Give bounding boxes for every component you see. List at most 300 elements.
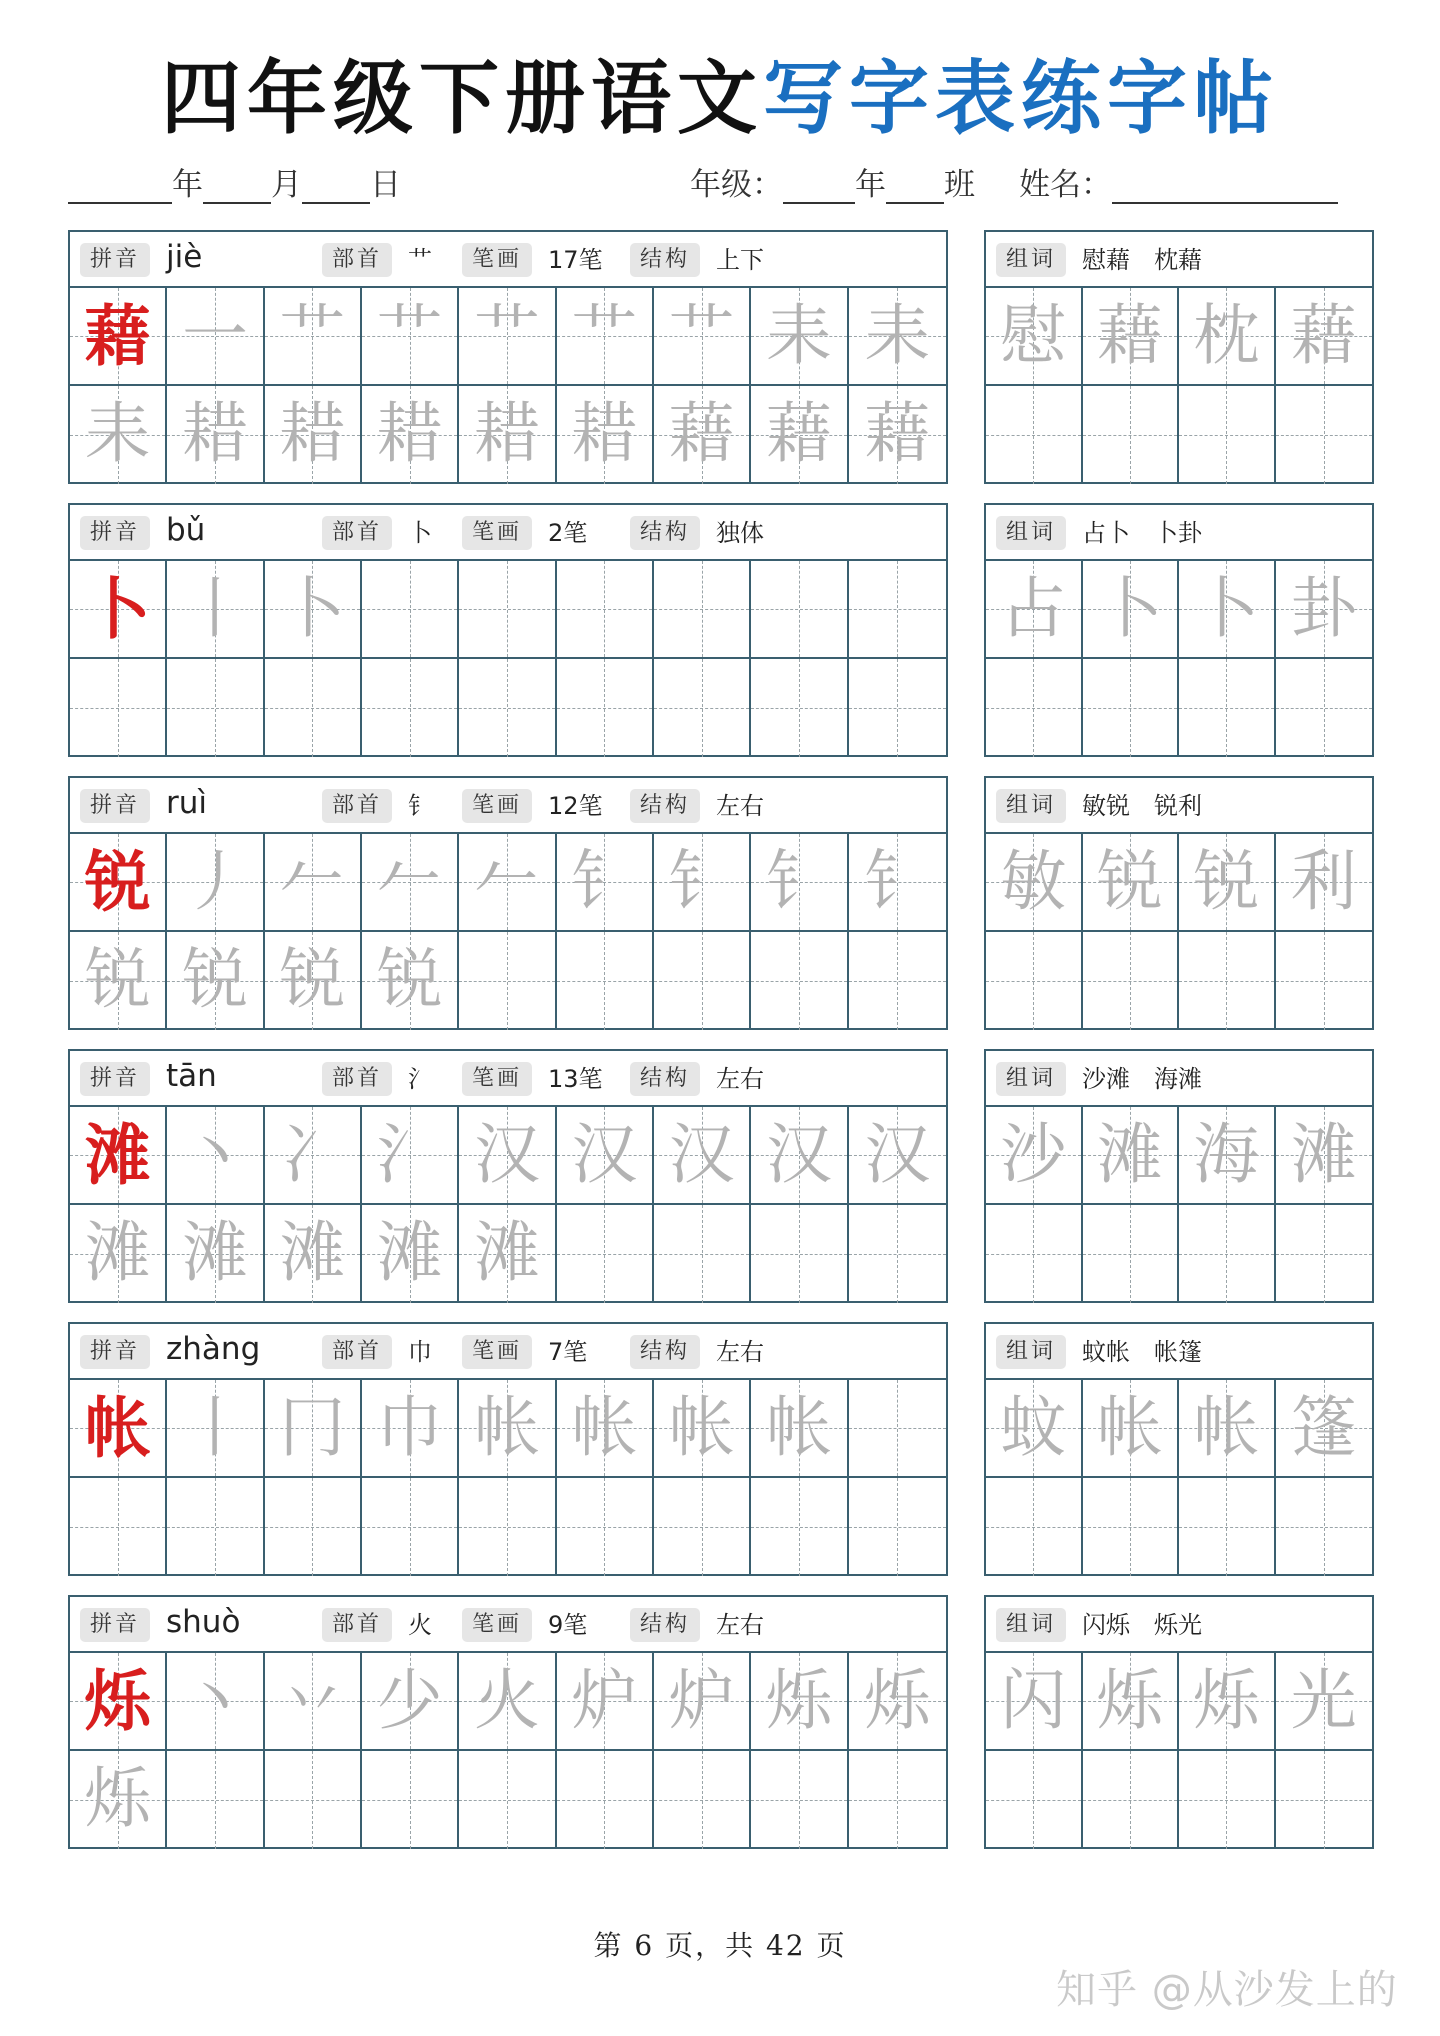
words-info-bar	[986, 232, 1372, 288]
grid-cell[interactable]	[751, 1478, 848, 1576]
grid-cell[interactable]	[849, 1380, 946, 1478]
grid-cell[interactable]	[70, 1380, 167, 1478]
trace-character	[751, 1478, 846, 1576]
grid-cell[interactable]	[1276, 1107, 1373, 1205]
trace-character	[654, 1205, 749, 1303]
grid-cell[interactable]	[849, 659, 946, 757]
grid-cell[interactable]	[1179, 386, 1276, 484]
trace-character: 丶	[181, 1662, 248, 1739]
character-card	[68, 776, 948, 1030]
grid-cell[interactable]	[362, 659, 459, 757]
trace-character	[986, 1478, 1081, 1576]
trace-character: 藉	[1096, 297, 1163, 374]
trace-character	[70, 659, 165, 757]
trace-character	[1179, 659, 1274, 757]
character-info-bar	[70, 232, 946, 288]
grid-cell[interactable]	[654, 659, 751, 757]
grid-cell[interactable]	[986, 1205, 1083, 1303]
grid-cell[interactable]	[167, 1478, 264, 1576]
trace-character: 艹	[668, 297, 735, 374]
grid-cell[interactable]	[1276, 386, 1373, 484]
grid-cell[interactable]	[459, 1107, 556, 1205]
pinyin-tag: 拼音	[80, 516, 150, 550]
grid-cell[interactable]	[1179, 1205, 1276, 1303]
trace-character	[849, 659, 946, 757]
grid-cell[interactable]	[557, 1653, 654, 1751]
grid-cell[interactable]	[654, 1653, 751, 1751]
grid-cell[interactable]	[751, 659, 848, 757]
words-tag: 组词	[996, 1335, 1066, 1369]
radical-tag: 部首	[322, 1062, 392, 1096]
radical-tag: 部首	[322, 243, 392, 277]
trace-character: 冂	[279, 1389, 346, 1466]
trace-character: 闪	[1000, 1662, 1067, 1739]
name-label: 姓名：	[1019, 167, 1112, 203]
grid-cell[interactable]	[1276, 1205, 1373, 1303]
grid-cell[interactable]	[986, 1380, 1083, 1478]
grid-cell[interactable]	[1179, 659, 1276, 757]
grid-cell[interactable]	[1276, 932, 1373, 1030]
name-blank[interactable]	[1112, 168, 1338, 204]
grid-cell[interactable]	[1083, 659, 1180, 757]
grid-cell[interactable]	[1179, 1380, 1276, 1478]
grid-cell[interactable]	[986, 659, 1083, 757]
grid-cell[interactable]	[751, 561, 848, 659]
words-card	[984, 503, 1374, 757]
trace-character: 帐	[473, 1389, 540, 1466]
grid-cell[interactable]	[265, 288, 362, 386]
grid-cell[interactable]	[459, 659, 556, 757]
trace-character	[751, 659, 846, 757]
grid-cell[interactable]	[70, 932, 167, 1030]
grid-cell[interactable]	[167, 386, 264, 484]
grid-cell[interactable]	[557, 659, 654, 757]
trace-character: 钅	[765, 843, 832, 920]
trace-character: 藉	[668, 395, 735, 472]
grid-cell[interactable]	[362, 1380, 459, 1478]
strokes-tag: 笔画	[462, 789, 532, 823]
title-part1: 四年级下册语文	[161, 51, 763, 145]
trace-character	[654, 1478, 749, 1576]
trace-character	[849, 1380, 946, 1476]
grid-cell[interactable]	[265, 1380, 362, 1478]
trace-character: 一	[181, 297, 248, 374]
grid-cell[interactable]	[265, 1107, 362, 1205]
trace-character: 滩	[1290, 1116, 1357, 1193]
radical-tag: 部首	[322, 1608, 392, 1642]
grid-cell[interactable]	[1179, 932, 1276, 1030]
trace-character: 丶	[181, 1116, 248, 1193]
grade-label: 年级：	[690, 167, 783, 203]
grid-cell[interactable]	[265, 1751, 362, 1849]
grid-cell[interactable]	[557, 288, 654, 386]
model-character: 烁	[84, 1662, 151, 1740]
grid-cell[interactable]	[849, 1653, 946, 1751]
grid-cell[interactable]	[751, 288, 848, 386]
grid-cell[interactable]	[849, 1478, 946, 1576]
grid-cell[interactable]	[751, 1380, 848, 1478]
words-card	[984, 1595, 1374, 1849]
trace-character: 帐	[1096, 1389, 1163, 1466]
trace-character	[1083, 1751, 1178, 1849]
grid-cell[interactable]	[751, 1751, 848, 1849]
grid-cell[interactable]	[459, 288, 556, 386]
grid-cell[interactable]	[557, 561, 654, 659]
trace-character: 火	[473, 1662, 540, 1739]
grid-cell[interactable]	[986, 1107, 1083, 1205]
grid-cell[interactable]	[654, 561, 751, 659]
grid-cell[interactable]	[557, 1205, 654, 1303]
grid-cell[interactable]	[1276, 659, 1373, 757]
trace-character	[557, 1751, 652, 1849]
trace-character	[986, 386, 1081, 484]
grid-cell[interactable]	[1179, 561, 1276, 659]
grid-cell[interactable]	[362, 932, 459, 1030]
grid-cell[interactable]	[362, 1653, 459, 1751]
pinyin-tag: 拼音	[80, 1062, 150, 1096]
grid-cell[interactable]	[362, 1107, 459, 1205]
month-label: 月	[271, 167, 302, 203]
trace-character: 汉	[473, 1116, 540, 1193]
grade-class-blank[interactable]	[886, 168, 944, 204]
trace-character: 耤	[181, 395, 248, 472]
grid-cell[interactable]	[362, 834, 459, 932]
grid-cell[interactable]	[654, 1478, 751, 1576]
trace-character	[70, 1478, 165, 1576]
character-card	[68, 1322, 948, 1576]
trace-character: 耤	[376, 395, 443, 472]
words-value: 闪烁 烁光	[1082, 1611, 1202, 1639]
trace-character	[1276, 659, 1373, 757]
grid-cell[interactable]	[362, 386, 459, 484]
trace-character	[362, 561, 457, 657]
grid-cell[interactable]	[849, 561, 946, 659]
trace-character	[1083, 386, 1178, 484]
trace-character: 钅	[571, 843, 638, 920]
grid-cell[interactable]	[986, 288, 1083, 386]
grid-cell[interactable]	[167, 1751, 264, 1849]
grid-cell[interactable]	[70, 659, 167, 757]
grid-cell[interactable]	[654, 834, 751, 932]
grid-cell[interactable]	[557, 1380, 654, 1478]
trace-character	[986, 1205, 1081, 1303]
strokes-value: 2笔	[548, 519, 588, 547]
grid-cell[interactable]	[1179, 834, 1276, 932]
structure-tag: 结构	[630, 243, 700, 277]
trace-character	[1276, 386, 1373, 484]
grid-cell[interactable]	[557, 932, 654, 1030]
trace-character: 𠂉	[376, 843, 443, 920]
grid-cell[interactable]	[70, 1751, 167, 1849]
grid-cell[interactable]	[167, 932, 264, 1030]
trace-character	[167, 1478, 262, 1576]
trace-character: 汉	[864, 1116, 931, 1193]
trace-character	[1179, 1205, 1274, 1303]
model-character: 滩	[84, 1116, 151, 1194]
trace-character: 氵	[376, 1116, 443, 1193]
grid-cell[interactable]	[459, 1205, 556, 1303]
words-info-bar	[986, 778, 1372, 834]
trace-character: 敏	[1000, 843, 1067, 920]
trace-character	[849, 1478, 946, 1576]
trace-character: 藉	[1290, 297, 1357, 374]
year-label: 年	[172, 167, 203, 203]
grid-cell[interactable]	[986, 1653, 1083, 1751]
grid-cell[interactable]	[654, 288, 751, 386]
grid-cell[interactable]	[557, 1751, 654, 1849]
grid-cell[interactable]	[1179, 1751, 1276, 1849]
grid-cell[interactable]	[265, 1478, 362, 1576]
grid-cell[interactable]	[167, 1653, 264, 1751]
grid-cell[interactable]	[654, 1751, 751, 1849]
structure-tag: 结构	[630, 1608, 700, 1642]
grid-cell[interactable]	[1276, 1751, 1373, 1849]
grid-cell[interactable]	[1276, 561, 1373, 659]
trace-character	[362, 1751, 457, 1849]
grid-cell[interactable]	[70, 1478, 167, 1576]
trace-character: 耒	[84, 395, 151, 472]
pinyin-value: tān	[166, 1058, 217, 1094]
trace-character: 滩	[473, 1214, 540, 1291]
trace-character: 烁	[84, 1760, 151, 1837]
grid-cell[interactable]	[70, 561, 167, 659]
trace-character: 耤	[473, 395, 540, 472]
grid-cell[interactable]	[265, 386, 362, 484]
grid-cell[interactable]	[849, 932, 946, 1030]
grid-cell[interactable]	[557, 386, 654, 484]
grid-cell[interactable]	[459, 561, 556, 659]
character-info-bar	[70, 505, 946, 561]
day-label: 日	[370, 167, 401, 203]
grid-cell[interactable]	[1179, 1478, 1276, 1576]
grid-cell[interactable]	[654, 932, 751, 1030]
trace-character	[654, 659, 749, 757]
grid-cell[interactable]	[459, 386, 556, 484]
grid-cell[interactable]	[1276, 834, 1373, 932]
grid-cell[interactable]	[362, 1751, 459, 1849]
words-tag: 组词	[996, 516, 1066, 550]
grid-cell[interactable]	[849, 1751, 946, 1849]
grid-cell[interactable]	[849, 386, 946, 484]
grid-cell[interactable]	[557, 1107, 654, 1205]
month-blank[interactable]	[203, 168, 271, 204]
character-card	[68, 1049, 948, 1303]
grid-cell[interactable]	[849, 834, 946, 932]
grid-cell[interactable]	[459, 1380, 556, 1478]
grade-year-blank[interactable]	[783, 168, 855, 204]
grid-cell[interactable]	[362, 288, 459, 386]
words-card	[984, 230, 1374, 484]
words-value: 蚊帐 帐篷	[1082, 1338, 1202, 1366]
grid-cell[interactable]	[1083, 834, 1180, 932]
grid-cell[interactable]	[459, 1751, 556, 1849]
grid-cell[interactable]	[986, 386, 1083, 484]
grid-cell[interactable]	[1083, 1107, 1180, 1205]
grid-cell[interactable]	[265, 561, 362, 659]
grid-cell[interactable]	[459, 834, 556, 932]
pinyin-tag: 拼音	[80, 1335, 150, 1369]
trace-character	[654, 932, 749, 1030]
trace-character	[459, 561, 554, 657]
trace-character	[1083, 1205, 1178, 1303]
trace-character: 烁	[864, 1662, 931, 1739]
grid-cell[interactable]	[167, 1380, 264, 1478]
grid-cell[interactable]	[1276, 288, 1373, 386]
grid-cell[interactable]	[849, 1205, 946, 1303]
grid-cell[interactable]	[1179, 1653, 1276, 1751]
trace-character: 锐	[181, 941, 248, 1018]
trace-character	[1179, 386, 1274, 484]
grid-cell[interactable]	[654, 1107, 751, 1205]
model-character: 锐	[84, 843, 151, 921]
grid-cell[interactable]	[70, 1107, 167, 1205]
grid-cell[interactable]	[986, 561, 1083, 659]
year-blank[interactable]	[68, 168, 172, 204]
grid-cell[interactable]	[986, 1751, 1083, 1849]
grid-cell[interactable]	[459, 1478, 556, 1576]
trace-character	[654, 1751, 749, 1849]
grid-cell[interactable]	[70, 386, 167, 484]
trace-character	[459, 659, 554, 757]
trace-character: 丷	[279, 1662, 346, 1739]
pinyin-tag: 拼音	[80, 1608, 150, 1642]
grid-cell[interactable]	[459, 1653, 556, 1751]
title-part2: 写字表练字帖	[763, 51, 1279, 145]
grid-cell[interactable]	[849, 288, 946, 386]
grid-cell[interactable]	[1179, 1107, 1276, 1205]
grid-cell[interactable]	[167, 1205, 264, 1303]
grid-cell[interactable]	[1083, 1478, 1180, 1576]
trace-character	[849, 932, 946, 1030]
grid-cell[interactable]	[1083, 1751, 1180, 1849]
grid-cell[interactable]	[1083, 1653, 1180, 1751]
trace-character: 滩	[376, 1214, 443, 1291]
grid-cell[interactable]	[557, 1478, 654, 1576]
grid-cell[interactable]	[751, 932, 848, 1030]
trace-character	[1179, 1478, 1274, 1576]
grid-cell[interactable]	[1083, 288, 1180, 386]
trace-character: 丨	[181, 570, 248, 647]
pinyin-value: shuò	[166, 1604, 241, 1640]
grid-cell[interactable]	[986, 1478, 1083, 1576]
grid-cell[interactable]	[654, 1205, 751, 1303]
grid-cell[interactable]	[362, 1478, 459, 1576]
grid-cell[interactable]	[751, 1653, 848, 1751]
trace-character: 𠂉	[473, 843, 540, 920]
trace-character: 占	[1000, 570, 1067, 647]
grid-cell[interactable]	[362, 561, 459, 659]
grid-cell[interactable]	[167, 288, 264, 386]
grid-cell[interactable]	[986, 834, 1083, 932]
trace-character	[557, 659, 652, 757]
grid-cell[interactable]	[986, 932, 1083, 1030]
grid-cell[interactable]	[265, 932, 362, 1030]
grid-cell[interactable]	[70, 1205, 167, 1303]
day-blank[interactable]	[302, 168, 370, 204]
trace-character	[1276, 1751, 1373, 1849]
words-value: 沙滩 海滩	[1082, 1065, 1202, 1093]
grid-cell[interactable]	[1083, 1205, 1180, 1303]
grid-cell[interactable]	[751, 1107, 848, 1205]
grid-cell[interactable]	[1276, 1653, 1373, 1751]
grid-cell[interactable]	[1083, 386, 1180, 484]
trace-character	[751, 561, 846, 657]
grid-cell[interactable]	[1083, 561, 1180, 659]
grid-cell[interactable]	[751, 1205, 848, 1303]
trace-character: 炉	[571, 1662, 638, 1739]
trace-character: 艹	[473, 297, 540, 374]
trace-character: 卜	[1193, 570, 1260, 647]
grid-cell[interactable]	[265, 1205, 362, 1303]
trace-character	[1179, 932, 1274, 1030]
grid-cell[interactable]	[265, 834, 362, 932]
grid-cell[interactable]	[265, 659, 362, 757]
grid-cell[interactable]	[265, 1653, 362, 1751]
strokes-tag: 笔画	[462, 1062, 532, 1096]
grid-cell[interactable]	[751, 386, 848, 484]
radical-value: 艹	[408, 246, 432, 274]
trace-character: 卜	[1096, 570, 1163, 647]
trace-character	[849, 1751, 946, 1849]
grid-cell[interactable]	[1083, 1380, 1180, 1478]
words-value: 占卜 卜卦	[1082, 519, 1202, 547]
character-card	[68, 503, 948, 757]
grid-cell[interactable]	[1179, 288, 1276, 386]
trace-character: 卦	[1290, 570, 1357, 647]
trace-character: 慰	[1000, 297, 1067, 374]
grid-cell[interactable]	[167, 659, 264, 757]
grid-cell[interactable]	[1276, 1478, 1373, 1576]
grid-cell[interactable]	[849, 1107, 946, 1205]
trace-character	[557, 561, 652, 657]
grid-cell[interactable]	[1276, 1380, 1373, 1478]
words-value: 敏锐 锐利	[1082, 792, 1202, 820]
grid-cell[interactable]	[1083, 932, 1180, 1030]
grid-cell[interactable]	[70, 834, 167, 932]
trace-character	[1276, 1478, 1373, 1576]
grid-cell[interactable]	[362, 1205, 459, 1303]
trace-character	[986, 932, 1081, 1030]
trace-character: 烁	[765, 1662, 832, 1739]
trace-character: 枕	[1193, 297, 1260, 374]
trace-character	[986, 659, 1081, 757]
trace-character	[167, 1751, 262, 1849]
grid-cell[interactable]	[167, 561, 264, 659]
trace-character	[654, 561, 749, 657]
grid-cell[interactable]	[557, 834, 654, 932]
grid-cell[interactable]	[70, 1653, 167, 1751]
trace-character	[557, 1478, 652, 1576]
trace-character: 锐	[376, 941, 443, 1018]
character-card	[68, 230, 948, 484]
grid-cell[interactable]	[167, 1107, 264, 1205]
grid-cell[interactable]	[751, 834, 848, 932]
grade-year-label: 年	[855, 167, 886, 203]
page-number: 第 6 页，共 42 页	[593, 1929, 847, 1962]
grid-cell[interactable]	[167, 834, 264, 932]
grid-cell[interactable]	[654, 386, 751, 484]
grid-cell[interactable]	[654, 1380, 751, 1478]
trace-character: 利	[1290, 843, 1357, 920]
header-fields	[68, 160, 1378, 204]
trace-character: 滩	[181, 1214, 248, 1291]
trace-character: 帐	[1193, 1389, 1260, 1466]
grid-cell[interactable]	[70, 288, 167, 386]
trace-character: 滩	[279, 1214, 346, 1291]
radical-value: 巾	[408, 1338, 432, 1366]
trace-character	[362, 659, 457, 757]
grid-cell[interactable]	[459, 932, 556, 1030]
